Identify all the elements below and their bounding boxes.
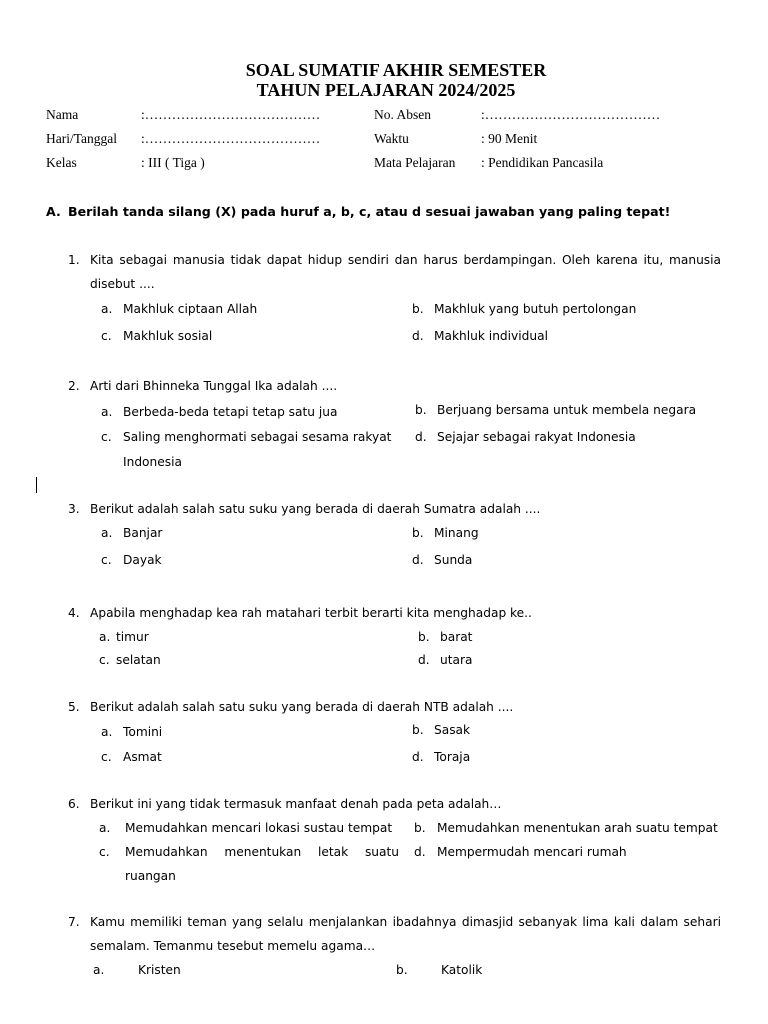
option-letter: c. xyxy=(101,553,112,567)
waktu-value: : 90 Menit xyxy=(481,131,538,146)
option-text: timur xyxy=(116,630,149,644)
option-letter: b. xyxy=(415,403,427,417)
option-d[interactable] xyxy=(414,845,627,859)
nama-field[interactable]: :………………………………… xyxy=(141,107,321,122)
text-cursor xyxy=(36,477,37,493)
option-d[interactable] xyxy=(412,750,470,764)
question-number: 1. xyxy=(68,253,80,267)
option-text: Sunda xyxy=(434,553,473,567)
option-text: selatan xyxy=(116,653,161,667)
option-text: Katolik xyxy=(441,963,483,977)
option-letter: b. xyxy=(418,630,430,644)
option-text: Minang xyxy=(434,526,479,540)
question-text: Berikut ini yang tidak termasuk manfaat denah pada peta adalah… xyxy=(90,797,502,811)
option-d[interactable] xyxy=(412,329,548,343)
option-text: Mempermudah mencari rumah xyxy=(437,845,627,859)
option-c-continued: Indonesia xyxy=(123,455,182,469)
exam-title: SOAL SUMATIF AKHIR SEMESTER xyxy=(245,60,547,80)
option-b[interactable] xyxy=(412,302,636,316)
option-text: utara xyxy=(440,653,473,667)
option-text: barat xyxy=(440,630,473,644)
option-text: Sejajar sebagai rakyat Indonesia xyxy=(437,430,636,444)
option-b[interactable] xyxy=(414,821,718,835)
option-letter: c. xyxy=(101,750,112,764)
question-text: Apabila menghadap kea rah matahari terbit berarti kita menghadap ke.. xyxy=(90,606,532,620)
option-d[interactable] xyxy=(415,430,636,444)
option-letter: a. xyxy=(99,821,111,835)
section-instruction xyxy=(46,204,670,219)
mapel-label: Mata Pelajaran xyxy=(374,155,456,170)
option-letter: a. xyxy=(101,526,113,540)
option-letter: d. xyxy=(412,553,424,567)
option-c[interactable] xyxy=(101,553,162,567)
option-letter: b. xyxy=(412,526,424,540)
option-letter: d. xyxy=(412,750,424,764)
option-text: Dayak xyxy=(123,553,162,567)
question-number: 4. xyxy=(68,606,80,620)
option-text: Saling menghormati sebagai sesama rakyat xyxy=(123,430,392,444)
question-number: 6. xyxy=(68,797,80,811)
option-text: Makhluk ciptaan Allah xyxy=(123,302,258,316)
option-text: Memudahkan menentukan letak suatu xyxy=(125,845,399,859)
absen-label: No. Absen xyxy=(374,107,431,122)
waktu-label: Waktu xyxy=(374,131,409,146)
option-text: Makhluk individual xyxy=(434,329,548,343)
option-c[interactable] xyxy=(101,430,391,444)
section-label: A. xyxy=(46,204,61,219)
option-a[interactable] xyxy=(101,725,162,739)
question-text: Berikut adalah salah satu suku yang berada di daerah Sumatra adalah .... xyxy=(90,502,541,516)
question-text: Arti dari Bhinneka Tunggal Ika adalah .... xyxy=(90,379,338,393)
option-b[interactable] xyxy=(396,963,482,977)
exam-subtitle: TAHUN PELAJARAN 2024/2025 xyxy=(256,80,516,100)
option-text: Toraja xyxy=(434,750,471,764)
option-letter: a. xyxy=(101,405,113,419)
option-letter: d. xyxy=(414,845,426,859)
option-text: Memudahkan mencari lokasi sustau tempat xyxy=(125,821,393,835)
option-c[interactable] xyxy=(101,329,212,343)
nama-label: Nama xyxy=(46,107,79,122)
option-a[interactable] xyxy=(93,963,181,977)
option-letter: d. xyxy=(412,329,424,343)
option-letter: a. xyxy=(101,302,113,316)
option-b[interactable] xyxy=(412,526,479,540)
option-c[interactable] xyxy=(99,653,161,667)
option-text: Berjuang bersama untuk membela negara xyxy=(437,403,697,417)
option-c[interactable] xyxy=(101,750,162,764)
option-text: Makhluk sosial xyxy=(123,329,213,343)
option-b[interactable] xyxy=(415,403,696,417)
option-letter: b. xyxy=(396,963,408,977)
option-letter: a. xyxy=(101,725,113,739)
kelas-label: Kelas xyxy=(46,155,77,170)
question-text: Berikut adalah salah satu suku yang berada di daerah NTB adalah .... xyxy=(90,700,514,714)
option-text: Memudahkan menentukan arah suatu tempat xyxy=(437,821,718,835)
option-a[interactable] xyxy=(101,302,257,316)
kelas-value: : III ( Tiga ) xyxy=(141,155,205,170)
hari-tanggal-label: Hari/Tanggal xyxy=(46,131,118,146)
option-letter: d. xyxy=(418,653,430,667)
mapel-value: : Pendidikan Pancasila xyxy=(481,155,604,170)
option-d[interactable] xyxy=(412,553,472,567)
option-text: Kristen xyxy=(138,963,181,977)
option-letter: b. xyxy=(414,821,426,835)
question-number: 7. xyxy=(68,915,80,929)
option-text: Makhluk yang butuh pertolongan xyxy=(434,302,637,316)
option-letter: b. xyxy=(412,723,424,737)
option-letter: c. xyxy=(99,845,110,859)
question-number: 2. xyxy=(68,379,80,393)
option-b[interactable] xyxy=(418,630,472,644)
section-instruction-text: Berilah tanda silang (X) pada huruf a, b, c, atau d sesuai jawaban yang paling tepat! xyxy=(68,204,671,219)
option-c-continued: ruangan xyxy=(125,869,176,883)
option-text: Tomini xyxy=(123,725,163,739)
option-text: Banjar xyxy=(123,526,163,540)
question-text: Kamu memiliki teman yang selalu menjalankan ibadahnya dimasjid sebanyak lima kali dalam sehari semalam. Temanmu tesebut memelu agama… xyxy=(90,915,721,953)
option-letter: d. xyxy=(415,430,427,444)
hari-tanggal-field[interactable]: :………………………………… xyxy=(141,131,321,146)
question-number: 5. xyxy=(68,700,80,714)
option-text: Sasak xyxy=(434,723,471,737)
option-letter: c. xyxy=(101,329,112,343)
question-text: Kita sebagai manusia tidak dapat hidup sendiri dan harus berdampingan. Oleh karena itu, manusia disebut .... xyxy=(90,253,721,291)
option-a[interactable] xyxy=(99,821,392,835)
option-letter: c. xyxy=(101,430,112,444)
option-letter: c. xyxy=(99,653,110,667)
option-a[interactable] xyxy=(101,526,162,540)
absen-field[interactable]: :………………………………… xyxy=(481,107,661,122)
question-number: 3. xyxy=(68,502,80,516)
option-d[interactable] xyxy=(418,653,472,667)
option-c[interactable] xyxy=(99,845,399,859)
option-a[interactable] xyxy=(101,405,337,419)
option-text: Asmat xyxy=(123,750,162,764)
option-b[interactable] xyxy=(412,723,470,737)
option-letter: a. xyxy=(93,963,105,977)
option-a[interactable] xyxy=(99,630,149,644)
option-letter: b. xyxy=(412,302,424,316)
option-text: Berbeda-beda tetapi tetap satu jua xyxy=(123,405,338,419)
option-letter: a. xyxy=(99,630,111,644)
